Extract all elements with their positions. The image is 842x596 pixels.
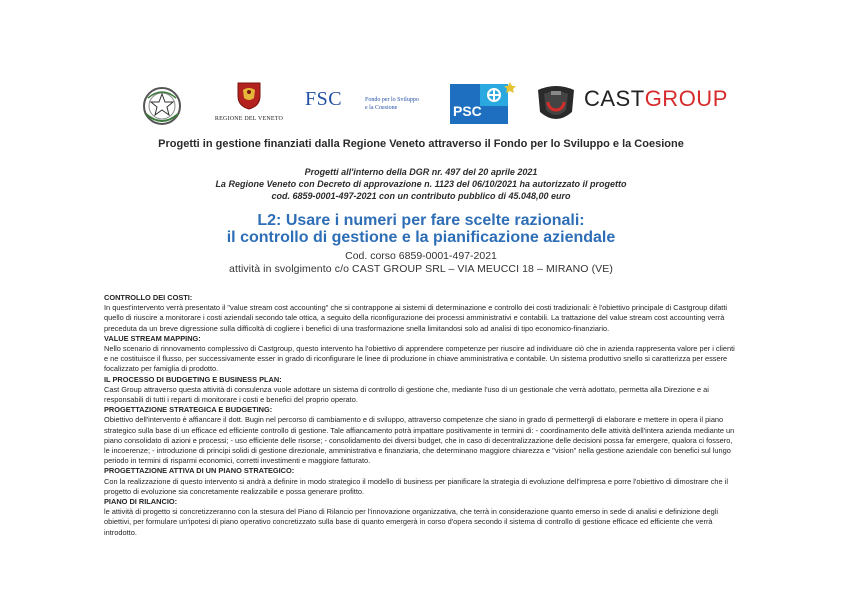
section-text: le attività di progetto si concretizzeranno con la stesura del Piano di Rilancio per l'innovazione organizzativa, che terrà in considerazione quanto emerso in sede di analisi e definizione degli obiettivi, per formulare un'ipotesi di piano operativo concretizzato sulla base di quanto emergerà in corso d'opera secondo il sistema di controllo di gestione efficace ed efficiente che verrà introdotto. [104,507,718,537]
dgr-block [0,166,842,202]
section-text: Nello scenario di rinnovamento complessivo di Castgroup, questo intervento ha l'obiettivo di apprendere competenze per riuscire ad individuare ciò che in azienda rappresenta valore per i clienti e ne costituisce il flusso, per successivamente esser in grado di riconfigurare le linee di produzione in chiave amministrativa e contabile. Un sistema produttivo snello si caratterizza per essere focalizzato per famiglia di prodotto. [104,344,735,374]
section-budgeting-business-plan [104,375,736,406]
section-piano-strategico [104,466,736,497]
section-heading: IL PROCESSO DI BUDGETING E BUSINESS PLAN: [104,374,282,384]
cast-group-emblem-icon [534,82,578,126]
section-heading: PROGETTAZIONE STRATEGICA E BUDGETING: [104,405,273,415]
funding-intro: Progetti in gestione finanziati dalla Regione Veneto attraverso il Fondo per lo Sviluppo e la Coesione [158,138,684,150]
section-text: Obiettivo dell'intervento è affiancare il dott. Bugin nel percorso di cambiamento e di sviluppo, attraverso competenze che siano in grado di permettergli di elaborare e mettere in opera il piano strategico sulla base di un efficace ed efficiente controllo di gestione. Tale affiancamento potrà impattare positivamente in termini di: - coordinamento delle attività dell'intera azienda mediante un piano consolidato di azioni e processi; - uso efficiente delle risorse; - consolidamento dei diversi budget, che in caso di decentralizzazione delle decisioni possa far emergere, qualora ci fossero, le incoerenze; - introduzione di principi solidi di gestione direzionale, amministrativa e finanziaria, che determinano maggiore chiarezza e "vision" nella gestione aziendale con benefici sul lungo periodo in termini di risparmi economici, corretti investimenti e maggiore fatturato. [104,415,735,466]
veneto-lion-icon [234,80,264,110]
fsc-logo [305,86,435,126]
section-heading: PIANO DI RILANCIO: [104,497,178,507]
dgr-line-2: La Regione Veneto con Decreto di approvazione n. 1123 del 06/10/2021 ha autorizzato il progetto [215,179,627,189]
section-text: Con la realizzazione di questo intervento si andrà a definire in modo strategico il modello di business per pianificare la strategia di evoluzione dell'impresa e porre l'obiettivo di dimostrare che il progetto di evoluzione sia concretamente realizzabile e possa generare profitto. [104,476,728,496]
section-text: Cast Group attraverso questa attività di consulenza vuole adottare un sistema di controllo di gestione che, mediante l'uso di un gestionale che verrà adottato, permetta alla Direzione e ai responsabili di tutti i reparti di monitorare i costi e benefici del proprio operato. [104,384,709,405]
fsc-wordmark: FSC [305,88,343,110]
section-piano-rilancio [104,497,736,538]
course-code: Cod. corso 6859-0001-497-2021 [345,250,497,262]
section-heading: PROGETTAZIONE ATTIVA DI UN PIANO STRATEGICO: [104,466,295,476]
section-heading: VALUE STREAM MAPPING: [104,333,201,343]
cast-group-wordmark: CASTGROUP [584,86,728,111]
dgr-line-3: cod. 6859-0001-497-2021 con un contributo pubblico di 45.048,00 euro [271,191,571,201]
section-value-stream-mapping [104,334,736,375]
project-title [0,212,842,246]
psc-logo [450,82,516,128]
fsc-subtitle: Fondo per lo Sviluppo e la Coesione [365,97,419,111]
section-text: In quest'intervento verrà presentato il "value stream cost accounting" che si contrappone ai sistemi di determinazione e controllo dei costi tradizionali: è l'obiettivo principale di Castgroup difatti quello di riuscire a monitorare i costi aziendali secondo tale ottica, a seguito della riconfigurazione dei processi amministrativi e contabili. La trattazione del value stream cost accounting verrà preceduta da un breve digressione sulla difficoltà di cogliere i benefici di una trasformazione snella limitandosi solo ad analisi di tipo economico-finanziario. [104,303,728,333]
description-body [104,293,736,538]
psc-badge-icon [450,82,516,128]
italian-republic-emblem-icon [140,84,184,128]
course-location: attività in svolgimento c/o CAST GROUP SRL – VIA MEUCCI 18 – MIRANO (VE) [229,263,613,275]
veneto-caption: REGIONE DEL VENETO [214,116,284,122]
section-heading: CONTROLLO DEI COSTI: [104,293,193,302]
project-title-line-2: il controllo di gestione e la pianificazione aziendale [226,229,616,246]
section-controllo-costi [104,293,736,334]
course-info [0,250,842,276]
regione-veneto-logo [206,80,292,130]
logo-strip [0,80,842,130]
psc-label: PSC [453,103,482,119]
dgr-line-1: Progetti all'interno della DGR nr. 497 del 20 aprile 2021 [304,167,538,177]
project-title-line-1: L2: Usare i numeri per fare scelte razionali: [257,212,585,229]
section-progettazione-strategica [104,405,736,466]
